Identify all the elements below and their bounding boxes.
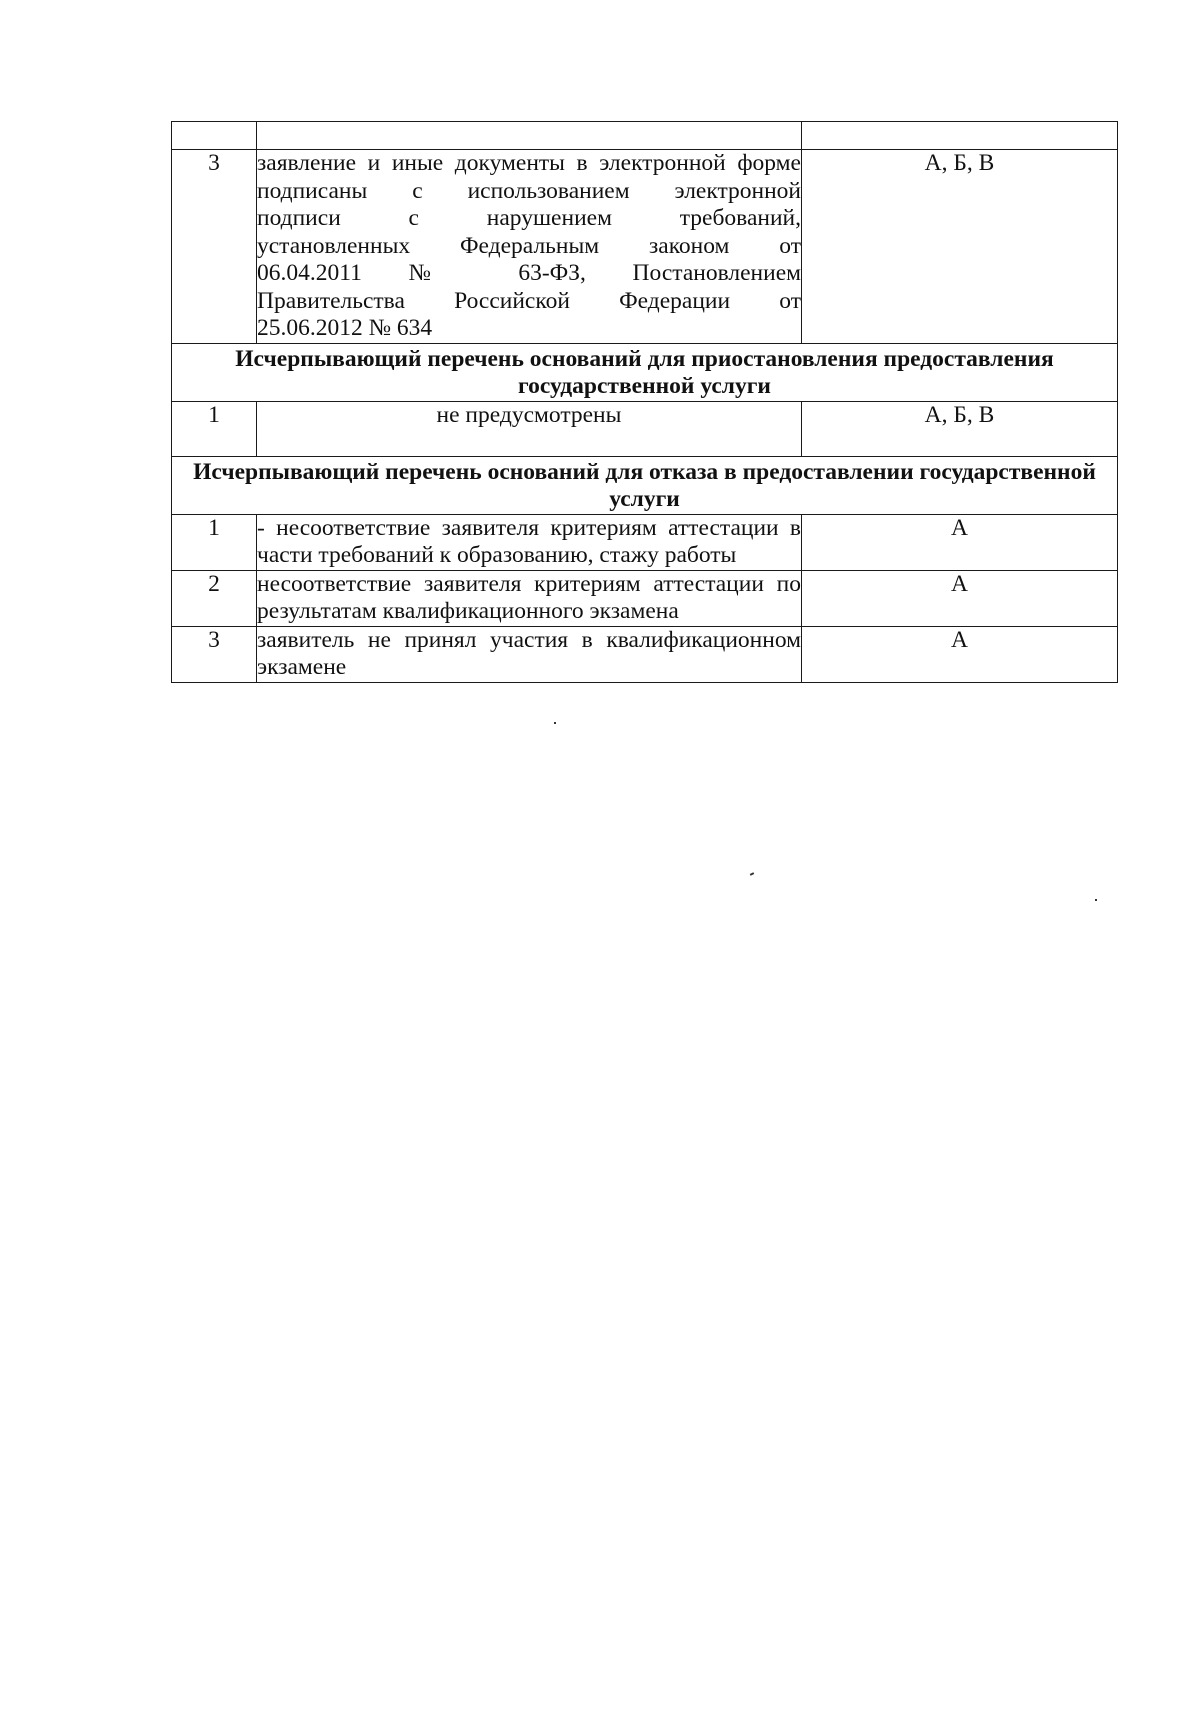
grounds-table [171, 121, 1118, 683]
table-row [172, 514, 1118, 570]
row-number: 2 [172, 570, 257, 626]
row-number: 1 [172, 401, 257, 456]
section-title: Исчерпывающий перечень оснований для отказа в предоставлении государственной услуги [172, 456, 1118, 514]
scan-speck [1095, 899, 1097, 901]
scan-speck [750, 872, 754, 876]
row-number: 3 [172, 626, 257, 682]
empty-cell-code [802, 122, 1118, 150]
section-title: Исчерпывающий перечень оснований для приостановления предоставления государственной услуги [172, 343, 1118, 401]
row-text [257, 150, 802, 344]
row-text-line: 06.04.2011 № 63-ФЗ, Постановлением [257, 260, 801, 286]
empty-cell-num [172, 122, 257, 150]
row-text-line: установленных Федеральным законом от [257, 232, 801, 259]
row-number: 1 [172, 514, 257, 570]
row-text: - несоответствие заявителя критериям аттестации в части требований к образованию, стажу работы [257, 514, 801, 568]
row-code: А [802, 626, 1118, 682]
row-text-line: 25.06.2012 № 634 [257, 315, 433, 341]
row-code: А, Б, В [802, 401, 1118, 456]
row-code: А [802, 570, 1118, 626]
row-text-line: подписи с нарушением требований, [257, 205, 801, 231]
empty-cell-text [257, 122, 802, 150]
row-number: 3 [172, 150, 257, 344]
row-text: заявитель не принял участия в квалификационном экзамене [257, 626, 801, 680]
table-row-empty [172, 122, 1118, 150]
row-code: А, Б, В [802, 150, 1118, 344]
row-text-line: подписаны с использованием электронной [257, 177, 801, 204]
table-row [172, 401, 1118, 456]
row-text: не предусмотрены [257, 401, 802, 456]
section-header-refuse [172, 456, 1118, 514]
row-text: несоответствие заявителя критериям аттестации по результатам квалификационного экзамена [257, 570, 801, 624]
section-header-suspend [172, 343, 1118, 401]
scan-speck [554, 722, 556, 724]
table-row [172, 570, 1118, 626]
table-row [172, 150, 1118, 344]
row-code: А [802, 514, 1118, 570]
row-text-line: заявление и иные документы в электронной форме [257, 150, 801, 176]
row-text-line: Правительства Российской Федерации от [257, 287, 801, 314]
table-row [172, 626, 1118, 682]
